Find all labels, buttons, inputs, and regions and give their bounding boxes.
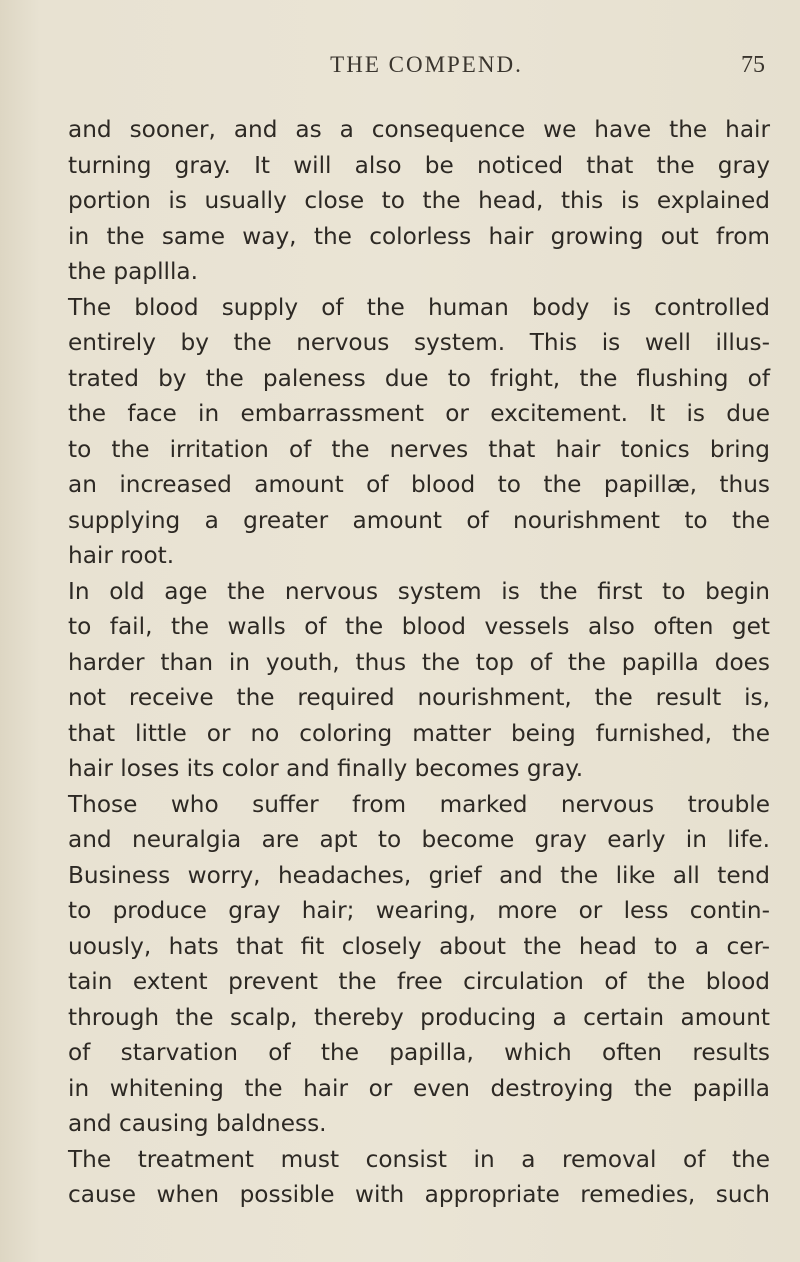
- text-line: portion is usually close to the head, this is explained: [68, 187, 770, 214]
- text-line: and neuralgia are apt to become gray early in life.: [68, 826, 770, 853]
- text-line: the papllla.: [68, 258, 198, 285]
- text-line: The blood supply of the human body is controlled: [68, 293, 770, 321]
- text-line: entirely by the nervous system. This is well illus-: [68, 329, 770, 356]
- text-line: The treatment must consist in a removal of the: [68, 1145, 770, 1173]
- text-line: uously, hats that fit closely about the head to a cer-: [68, 932, 770, 960]
- text-line: in the same way, the colorless hair growing out from: [68, 222, 770, 250]
- page-number: 75: [741, 52, 765, 78]
- text-line: to produce gray hair; wearing, more or less contin-: [68, 897, 770, 924]
- text-line: In old age the nervous system is the first to begin: [68, 577, 770, 605]
- running-head: [68, 48, 765, 82]
- text-line: harder than in youth, thus the top of the papilla does: [68, 648, 770, 676]
- text-line: through the scalp, thereby producing a certain amount: [68, 1003, 770, 1031]
- text-line: Business worry, headaches, grief and the like all tend: [68, 861, 770, 889]
- text-line: hair root.: [68, 542, 175, 569]
- text-line: trated by the paleness due to fright, the flushing of: [68, 364, 770, 392]
- text-line: hair loses its color and finally becomes gray.: [68, 755, 584, 782]
- text-line: to the irritation of the nerves that hair tonics bring: [68, 435, 770, 463]
- text-line: not receive the required nourishment, the result is,: [68, 684, 770, 711]
- text-line: turning gray. It will also be noticed that the gray: [68, 151, 770, 179]
- text-line: the face in embarrassment or excitement. It is due: [68, 400, 770, 427]
- text-line: that little or no coloring matter being furnished, the: [68, 719, 770, 747]
- text-line: cause when possible with appropriate remedies, such: [68, 1181, 770, 1208]
- text-line: Those who suffer from marked nervous trouble: [68, 790, 770, 818]
- text-line: an increased amount of blood to the papillæ, thus: [68, 471, 770, 498]
- text-line: tain extent prevent the free circulation of the blood: [68, 968, 770, 995]
- text-line: and sooner, and as a consequence we have the hair: [68, 116, 770, 143]
- text-line: to fail, the walls of the blood vessels also often get: [68, 613, 770, 640]
- text-line: in whitening the hair or even destroying the papilla: [68, 1074, 770, 1102]
- text-line: supplying a greater amount of nourishment to the: [68, 506, 770, 534]
- text-line: of starvation of the papilla, which often results: [68, 1039, 770, 1066]
- text-line: and causing baldness.: [68, 1110, 327, 1137]
- body-text: [68, 112, 770, 1213]
- running-title: THE COMPEND.: [330, 52, 523, 77]
